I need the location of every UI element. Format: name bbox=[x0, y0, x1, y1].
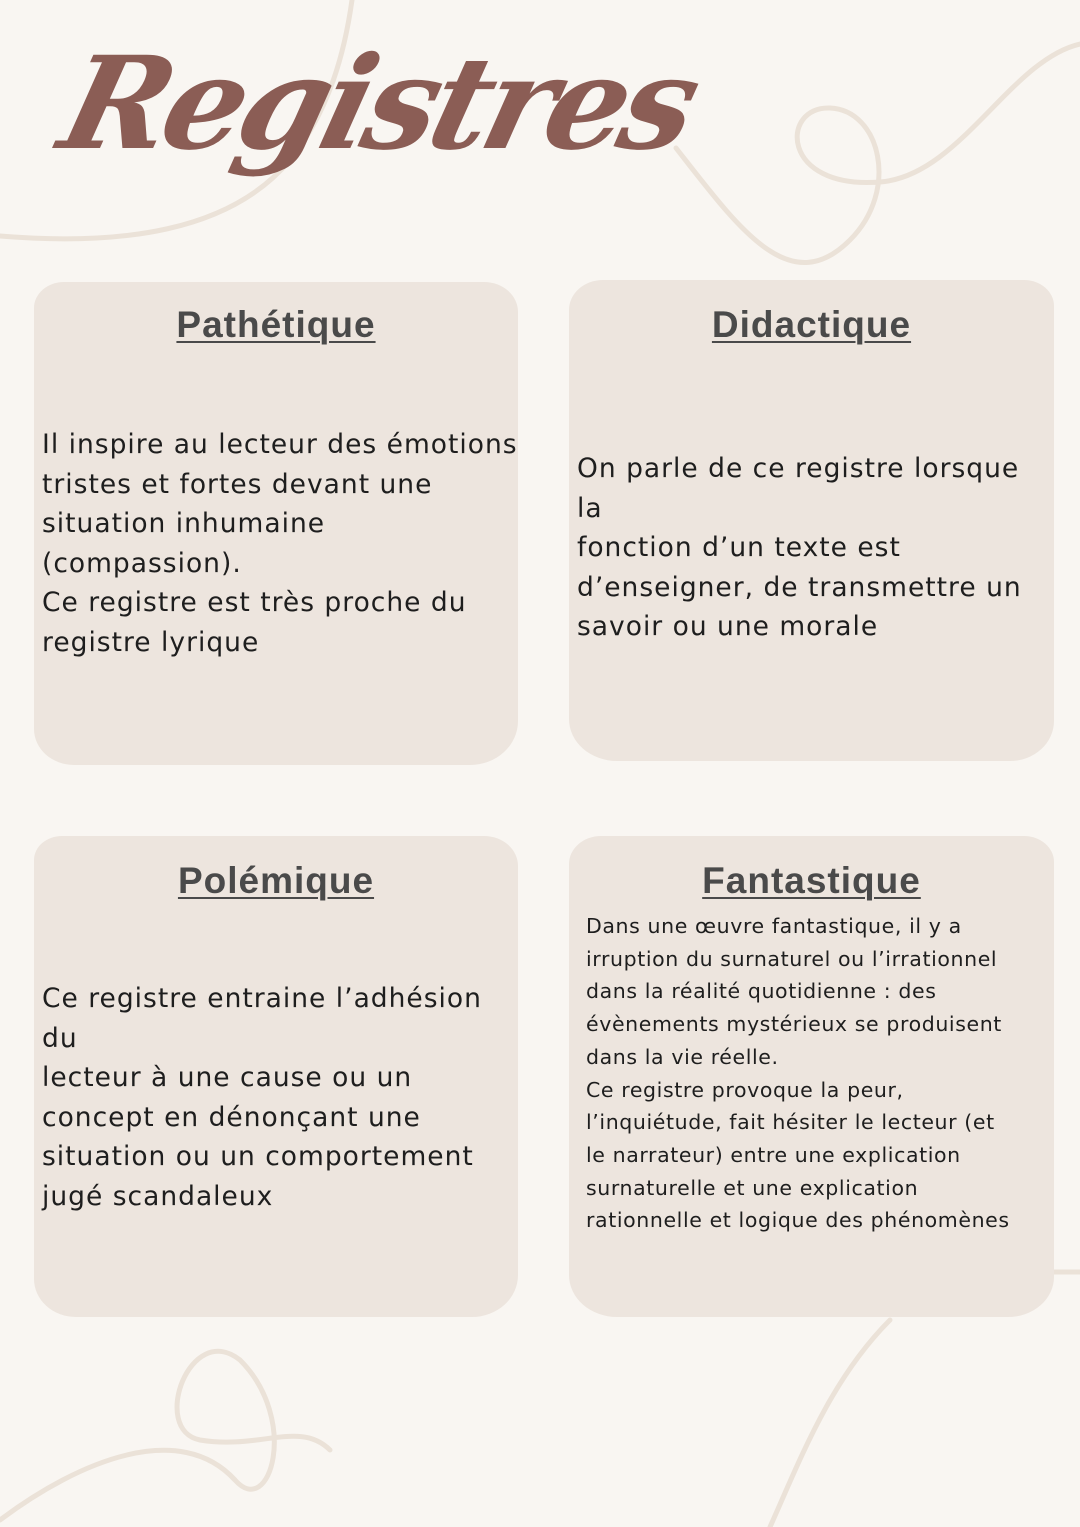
card-fantastique bbox=[569, 836, 1054, 1317]
card-heading: Didactique bbox=[711, 304, 912, 345]
card-text: Dans une œuvre fantastique, il y a irruption du surnaturel ou l’irrationnel dans la réalité quotidienne : des évènements mystérieux se produisent dans la vie réelle. Ce registre provoque la peur, l’inquiétude, fait hésiter le lecteur (et le narrateur) entre une explication surnaturelle et une explication rationnelle et logique des phénomènes bbox=[586, 914, 1010, 1233]
page-title: Registres bbox=[47, 29, 709, 179]
card-heading: Fantastique bbox=[702, 860, 921, 901]
card-heading: Polémique bbox=[177, 860, 375, 901]
card-pathetique bbox=[34, 282, 518, 765]
card-heading: Pathétique bbox=[176, 304, 376, 345]
card-text: Il inspire au lecteur des émotions tristes et fortes devant une situation inhumaine (compassion). Ce registre est très proche du registre lyrique bbox=[42, 429, 518, 658]
card-polemique bbox=[34, 836, 518, 1317]
card-didactique bbox=[569, 280, 1054, 761]
card-text: Ce registre entraine l’adhésion du lecteur à une cause ou un concept en dénonçant une situation ou un comportement jugé scandaleux bbox=[42, 983, 482, 1212]
card-text: On parle de ce registre lorsque la fonction d’un texte est d’enseigner, de transmettre un savoir ou une morale bbox=[577, 453, 1022, 642]
